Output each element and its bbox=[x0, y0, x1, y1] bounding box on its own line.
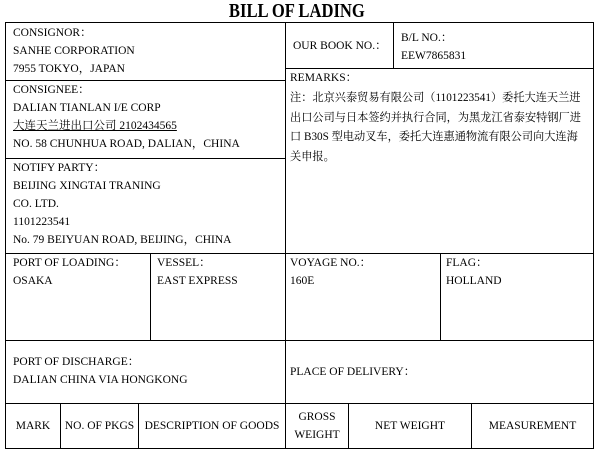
remarks-text bbox=[290, 89, 590, 167]
notify-party-name: BEIJING XINGTAI TRANING bbox=[13, 180, 161, 192]
consignee-label: CONSIGNEE： bbox=[13, 84, 90, 96]
voyage-no-label: VOYAGE NO.： bbox=[290, 257, 372, 269]
consignee-address: NO. 58 CHUNHUA ROAD, DALIAN，CHINA bbox=[13, 138, 240, 150]
port-of-discharge-label: PORT OF DISCHARGE： bbox=[13, 356, 140, 368]
bl-no-value: EEW7865831 bbox=[401, 50, 467, 62]
remarks-line: 注：北京兴泰贸易有限公司（1101223541）委托大连天兰进 bbox=[290, 92, 581, 104]
document-title-text: BILL OF LADING bbox=[229, 0, 365, 22]
notify-party-name-cont: CO. LTD. bbox=[13, 198, 59, 210]
bl-no-label: B/L NO.： bbox=[401, 32, 453, 44]
remarks-line: 口 B30S 型电动叉车，委托大连惠通物流有限公司向大连海 bbox=[290, 131, 578, 143]
port-of-discharge-value: DALIAN CHINA VIA HONGKONG bbox=[13, 374, 188, 386]
remarks-section bbox=[285, 68, 594, 254]
flag-label: FLAG： bbox=[446, 257, 488, 269]
vessel-value: EAST EXPRESS bbox=[157, 275, 238, 287]
consignee-chinese-name bbox=[13, 117, 281, 135]
consignee-name: DALIAN TIANLAN I/E CORP bbox=[13, 102, 161, 114]
consignee-chinese-name-text: 大连天兰进出口公司 2102434565 bbox=[13, 120, 177, 132]
place-of-delivery-label: PLACE OF DELIVERY： bbox=[290, 366, 416, 378]
description-column-header bbox=[138, 403, 286, 449]
remarks-line: 关申报。 bbox=[290, 150, 335, 163]
mark-column-header bbox=[5, 403, 61, 449]
voyage-no-section bbox=[285, 253, 441, 341]
remarks-label: REMARKS： bbox=[290, 72, 358, 84]
notify-party-label: NOTIFY PARTY： bbox=[13, 162, 106, 174]
notify-party-address: No. 79 BEIYUAN ROAD, BEIJING，CHINA bbox=[13, 234, 232, 246]
remarks-line: 出口公司与日本签约并执行合同，为黑龙江省泰安特钢厂进 bbox=[290, 111, 581, 124]
consignor-label: CONSIGNOR： bbox=[13, 27, 92, 39]
notify-party-section bbox=[5, 158, 286, 254]
consignor-section bbox=[5, 22, 286, 81]
port-of-discharge-section bbox=[5, 340, 286, 404]
port-of-loading-section bbox=[5, 253, 151, 341]
our-book-no-section bbox=[285, 22, 394, 69]
place-of-delivery-section bbox=[285, 340, 594, 404]
port-of-loading-label: PORT OF LOADING： bbox=[13, 257, 126, 269]
consignee-section bbox=[5, 80, 286, 159]
flag-section bbox=[440, 253, 594, 341]
document-title bbox=[0, 0, 594, 22]
measurement-column-header bbox=[471, 403, 594, 449]
net-weight-column-header bbox=[348, 403, 472, 449]
port-of-loading-value: OSAKA bbox=[13, 275, 53, 287]
consignor-name: SANHE CORPORATION bbox=[13, 45, 135, 57]
pkgs-header-text: NO. OF PKGS bbox=[64, 420, 135, 432]
vessel-label: VESSEL： bbox=[157, 257, 211, 269]
bl-no-section bbox=[393, 22, 594, 69]
mark-header-text: MARK bbox=[15, 420, 51, 432]
voyage-no-value: 160E bbox=[290, 275, 315, 287]
flag-value: HOLLAND bbox=[446, 275, 502, 287]
our-book-no-label: OUR BOOK NO.： bbox=[293, 40, 387, 52]
gross-weight-column-header bbox=[285, 403, 349, 449]
consignor-address: 7955 TOKYO，JAPAN bbox=[13, 63, 125, 75]
notify-party-code: 1101223541 bbox=[13, 216, 71, 228]
pkgs-column-header bbox=[60, 403, 139, 449]
description-header-text: DESCRIPTION OF GOODS bbox=[144, 420, 280, 432]
gross-weight-header-text: GROSS WEIGHT bbox=[294, 411, 340, 441]
measurement-header-text: MEASUREMENT bbox=[488, 420, 577, 432]
net-weight-header-text: NET WEIGHT bbox=[374, 420, 446, 432]
vessel-section bbox=[150, 253, 286, 341]
